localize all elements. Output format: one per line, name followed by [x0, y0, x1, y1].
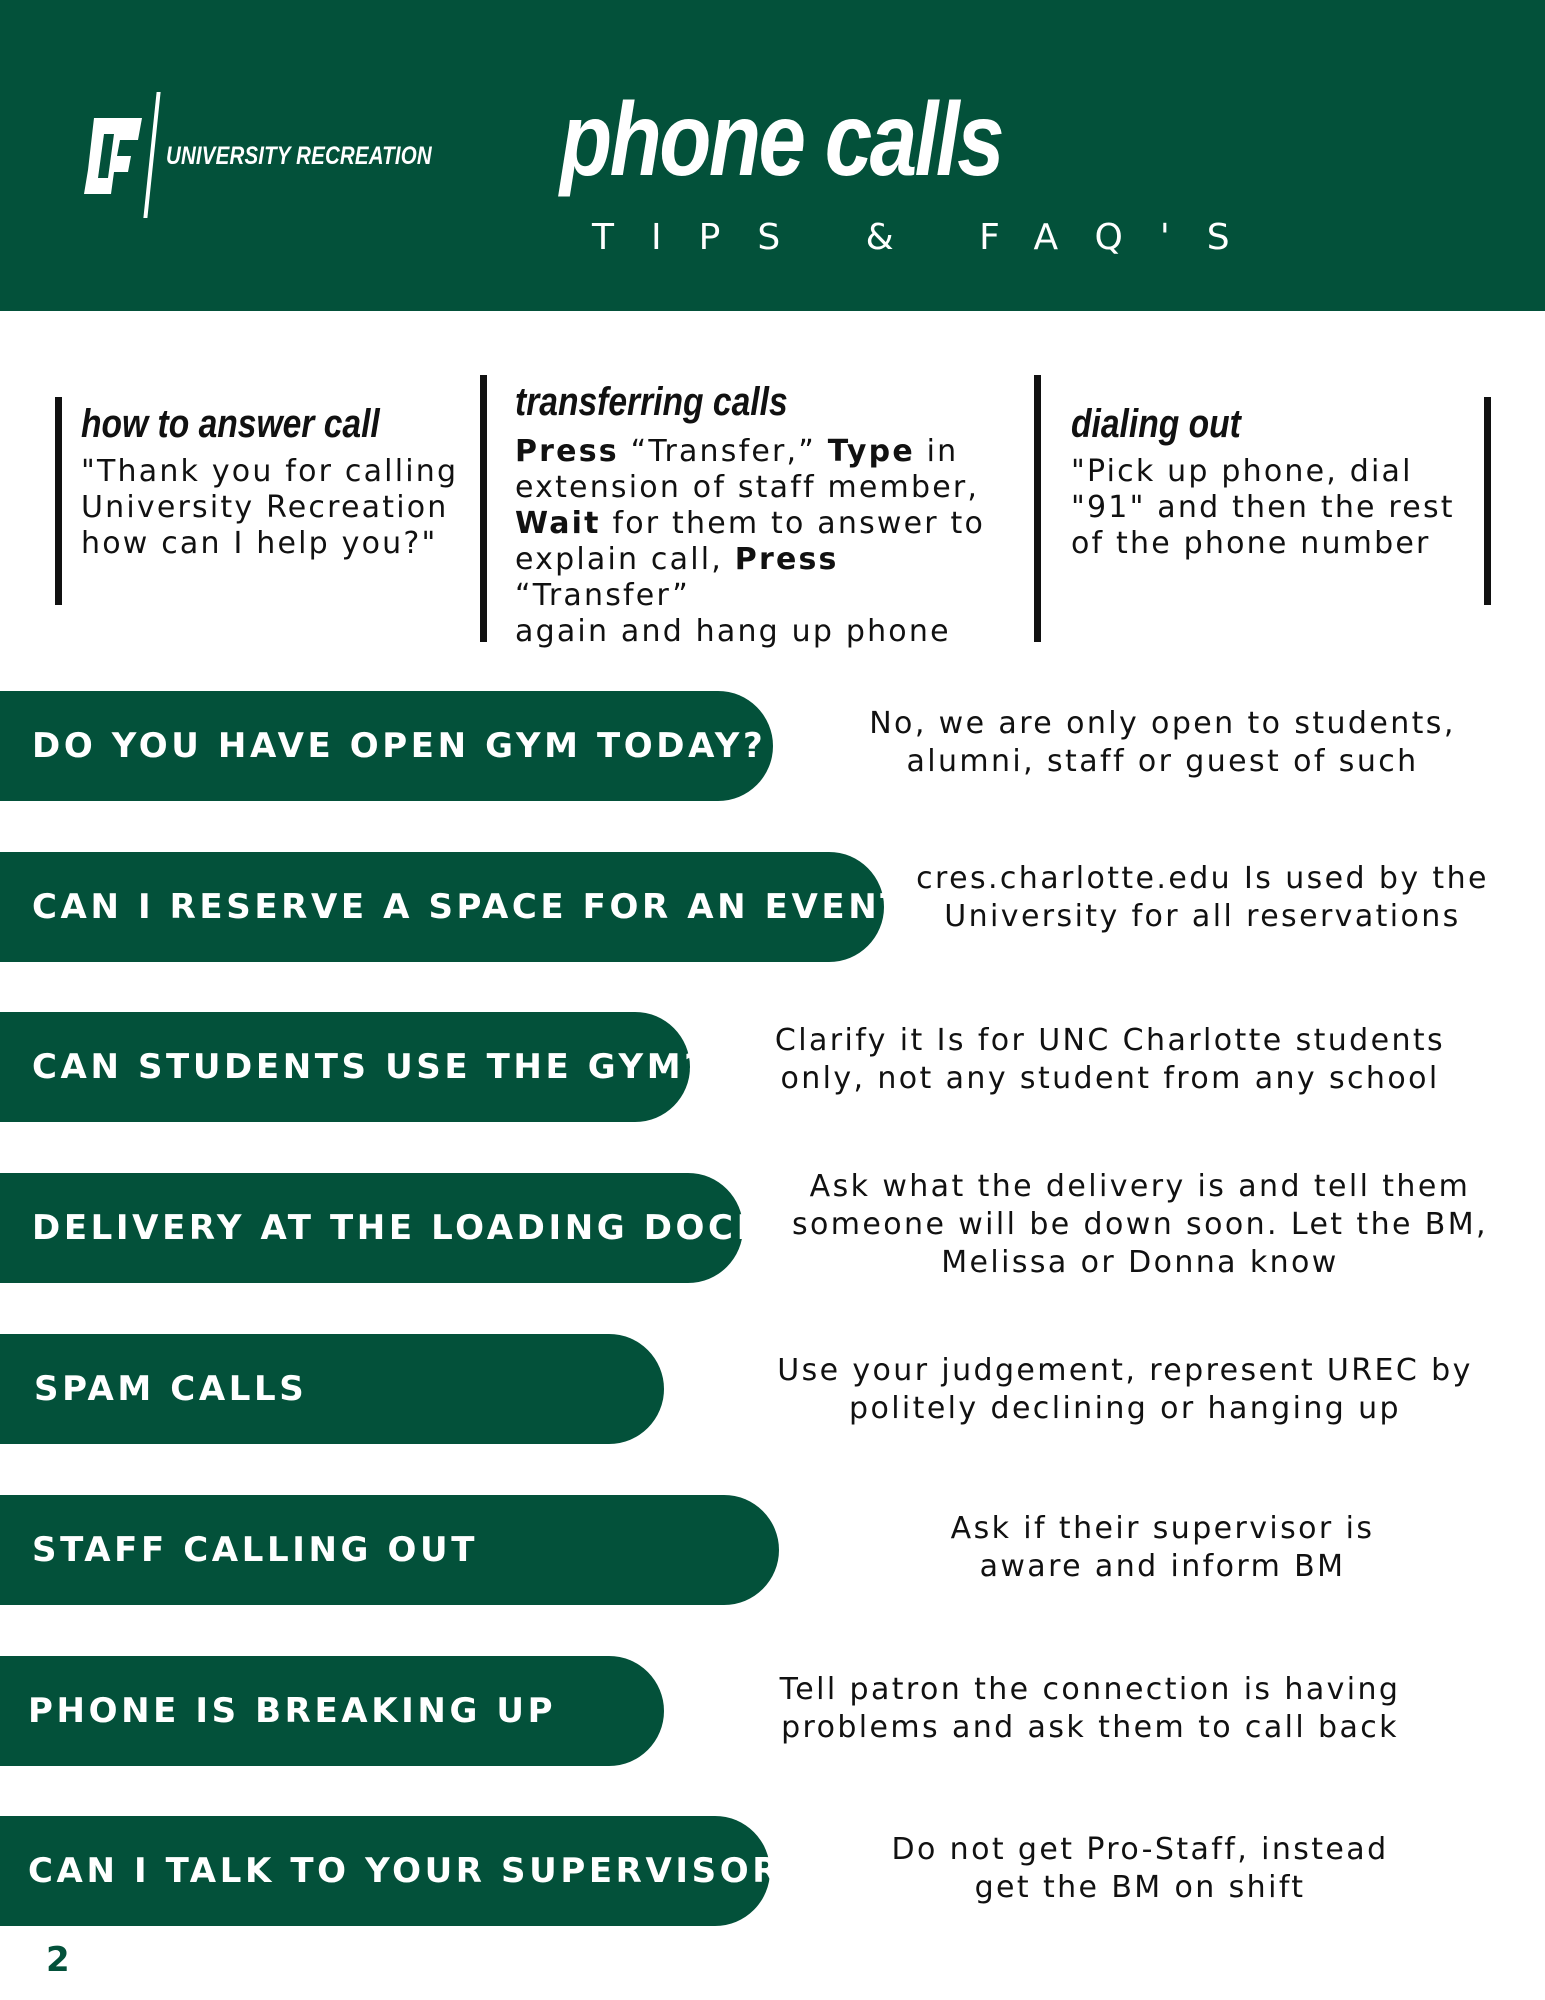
logo-text: UNIVERSITY RECREATION [166, 142, 432, 170]
faq-answer: Ask if their supervisor is aware and inform BM [950, 1511, 1375, 1584]
tip-bold-word: Press [734, 542, 839, 577]
page-title: phone calls [560, 82, 1003, 198]
faq-question: CAN I RESERVE A SPACE FOR AN EVENT? [32, 887, 931, 927]
tip-body: "Thank you for calling University Recreation how can I help you?" [81, 454, 459, 561]
faq-answer: No, we are only open to students, alumni, staff or guest of such [869, 706, 1456, 779]
page-number: 2 [46, 1940, 70, 1980]
faq-question: DELIVERY AT THE LOADING DOCK [32, 1208, 767, 1248]
tip-text: “Transfer” again and hang up phone [515, 578, 951, 649]
faq-question-pill [0, 1173, 767, 1283]
tip-heading: transferring calls [515, 380, 788, 424]
faq-answer: Tell patron the connection is having problems and ask them to call back [779, 1672, 1401, 1745]
faq-answer: Ask what the delivery is and tell them someone will be down soon. Let the BM, Melissa or Donna know [792, 1169, 1488, 1280]
faq-question: PHONE IS BREAKING UP [28, 1691, 557, 1731]
tip-text: in extension of staff member, [515, 434, 980, 505]
faq-question-pill [0, 1334, 664, 1444]
faq-question: CAN STUDENTS USE THE GYM? [32, 1047, 708, 1087]
charlotte-c-logo-icon [84, 118, 142, 194]
faq-question: CAN I TALK TO YOUR SUPERVISOR [28, 1851, 782, 1891]
tip-divider [1034, 375, 1041, 642]
header-banner [0, 0, 1545, 311]
logo-divider [143, 92, 160, 218]
faq-question: DO YOU HAVE OPEN GYM TODAY? [32, 726, 767, 766]
faq-question-pill [0, 852, 931, 962]
faq-question-pill [0, 1012, 708, 1122]
page-subtitle: TIPS & FAQ'S [592, 217, 1267, 258]
university-recreation-logo [84, 92, 434, 218]
faq-question: STAFF CALLING OUT [32, 1530, 478, 1570]
tip-body: "Pick up phone, dial "91" and then the rest of the phone number [1071, 454, 1455, 561]
faq-question: SPAM CALLS [34, 1369, 308, 1409]
faq-answer: Clarify it Is for UNC Charlotte students only, not any student from any school [774, 1023, 1446, 1096]
tip-bold-word: Wait [515, 506, 601, 541]
faq-question-pill [0, 1495, 779, 1605]
tip-bold-word: Type [827, 434, 915, 469]
tip-how-to-answer [81, 402, 471, 562]
faq-question-pill [0, 1816, 782, 1926]
tip-text: for them to answer to explain call, [515, 506, 986, 577]
tip-divider [1484, 397, 1491, 605]
tip-dialing-out [1071, 402, 1476, 562]
faq-question-pill [0, 1656, 664, 1766]
tip-bold-word: Press [515, 434, 619, 469]
faq-answer: cres.charlotte.edu Is used by the University for all reservations [916, 861, 1489, 934]
tip-body [515, 434, 1025, 650]
tip-divider [55, 397, 62, 605]
tip-divider [480, 375, 487, 642]
faq-answer: Use your judgement, represent UREC by politely declining or hanging up [777, 1353, 1473, 1426]
faq-question-pill [0, 691, 773, 801]
tip-text: “Transfer,” [618, 434, 828, 469]
tip-heading: how to answer call [81, 402, 380, 446]
tip-transferring-calls [515, 380, 1025, 650]
faq-answer: Do not get Pro-Staff, instead get the BM on shift [891, 1832, 1389, 1905]
tip-heading: dialing out [1071, 402, 1241, 446]
